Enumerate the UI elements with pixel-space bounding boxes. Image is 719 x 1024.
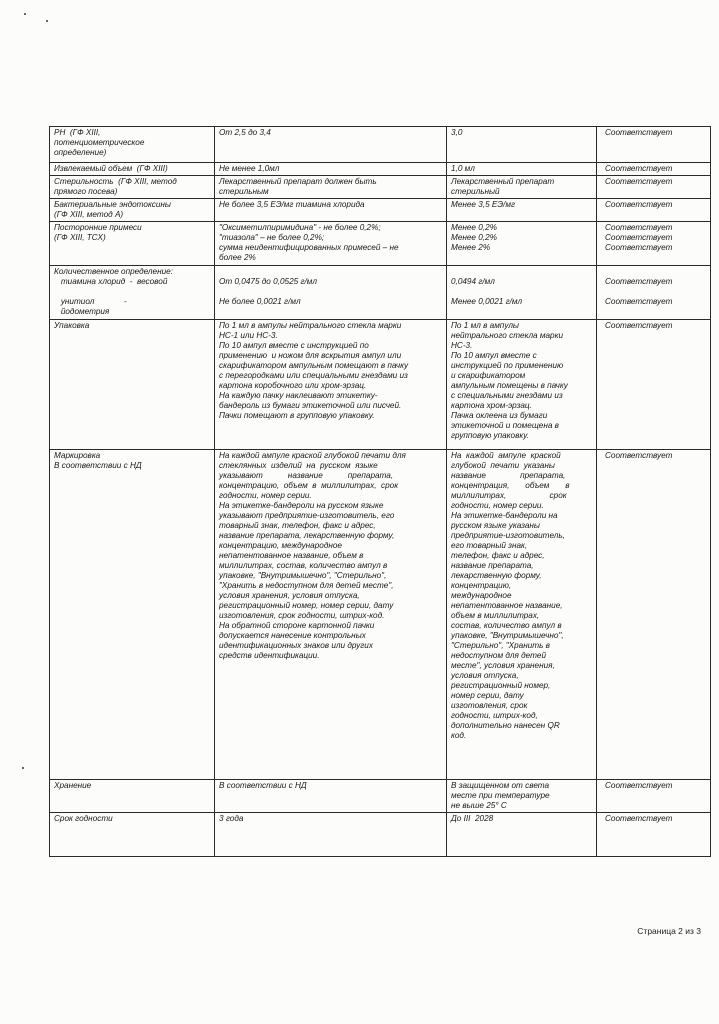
result-text: На каждой ампуле краской: [451, 451, 561, 460]
param-text: В соответствии с НД: [54, 461, 142, 470]
result-text: название препарата,: [451, 561, 534, 570]
result-text: Лекарственный препарат: [451, 177, 555, 186]
status-cell: [597, 266, 711, 320]
status-text: Соответствует: [605, 223, 673, 232]
param-text: Срок годности: [54, 814, 113, 823]
norm-text: Пачки помещают в групповую упаковку.: [219, 411, 375, 420]
result-cell: [447, 320, 597, 450]
norm-text: товарный знак, телефон, факс и адрес,: [219, 521, 376, 530]
norm-cell: [215, 320, 447, 450]
norm-text: НС-1 или НС-3.: [219, 331, 278, 340]
result-text: недоступном для детей: [451, 651, 547, 660]
result-text: название препарата,: [451, 471, 566, 480]
result-text: групповую упаковку.: [451, 431, 530, 440]
norm-text: бандероль из бумаги этикеточной или писчей.: [219, 401, 402, 410]
result-text: предприятие-изготовитель,: [451, 531, 565, 540]
norm-text: условия хранения, условия отпуска,: [219, 591, 360, 600]
norm-cell: [215, 450, 447, 780]
norm-text: 3 года: [219, 814, 244, 823]
norm-text: По 10 ампул вместе с инструкцией по: [219, 341, 369, 350]
result-cell: [447, 127, 597, 163]
result-cell: [447, 780, 597, 813]
table-row: [50, 222, 711, 266]
norm-cell: [215, 163, 447, 176]
param-cell: [50, 320, 215, 450]
norm-text: концентрацию, международное: [219, 541, 342, 550]
norm-text: Не менее 1,0мл: [219, 164, 280, 173]
scan-speck: [24, 13, 26, 15]
norm-text: На обратной стороне картонной пачки: [219, 621, 375, 630]
status-cell: [597, 450, 711, 780]
result-text: не выше 25° С: [451, 801, 507, 810]
result-cell: [447, 222, 597, 266]
result-text: нейтрального стекла марки: [451, 331, 564, 340]
result-text: ампульным помещены в пачку: [451, 381, 568, 390]
result-text: По 1 мл в ампулы: [451, 321, 519, 330]
result-text: его товарный знак,: [451, 541, 528, 550]
result-text: состав, количество ампул в: [451, 621, 562, 630]
norm-cell: [215, 813, 447, 857]
norm-cell: [215, 127, 447, 163]
norm-text: По 1 мл в ампулы нейтрального стекла марки: [219, 321, 402, 330]
norm-text: упаковке, "Внутримышечно", "Стерильно",: [219, 571, 387, 580]
result-text: месте при температуре: [451, 791, 550, 800]
result-text: концентрация, объем в: [451, 481, 570, 490]
table-row: [50, 266, 711, 320]
norm-text: Не более 3,5 ЕЭ/мг тиамина хлорида: [219, 200, 365, 209]
table-row: [50, 199, 711, 222]
table-row: [50, 780, 711, 813]
param-cell: [50, 127, 215, 163]
norm-text: указывают предприятие-изготовитель, его: [219, 511, 395, 520]
status-text: [601, 287, 707, 297]
norm-text: название препарата, лекарственную форму,: [219, 531, 395, 540]
result-text: с специальными гнездами из: [451, 391, 563, 400]
table-row: [50, 813, 711, 857]
status-cell: [597, 222, 711, 266]
result-text: годности, штрих-код,: [451, 711, 538, 720]
result-text: 1,0 мл: [451, 164, 475, 173]
result-text: телефон, факс и адрес,: [451, 551, 545, 560]
norm-text: "тиазола" – не более 0,2%;: [219, 233, 325, 242]
param-text: Стерильность (ГФ XIII, метод: [54, 177, 177, 186]
result-text: По 10 ампул вместе с: [451, 351, 537, 360]
result-text: упаковке, "Внутримышечно",: [451, 631, 564, 640]
result-text: номер серии, дату: [451, 691, 524, 700]
status-cell: [597, 199, 711, 222]
norm-text: более 2%: [219, 253, 256, 262]
result-text: Менее 2%: [451, 243, 491, 252]
param-cell: [50, 266, 215, 320]
param-text: Посторонние примеси: [54, 223, 142, 232]
specification-table: [49, 126, 711, 857]
result-text: стерильный: [451, 187, 500, 196]
norm-text: От 0,0475 до 0,0525 г/мл: [219, 277, 317, 286]
result-text: На этикетке-бандероли на: [451, 511, 558, 520]
scan-speck: [22, 767, 24, 769]
norm-text: регистрационный номер, номер серии, дату: [219, 601, 394, 610]
result-text: [451, 267, 593, 277]
status-text: Соответствует: [605, 277, 673, 286]
result-text: Менее 0,2%: [451, 233, 497, 242]
result-text: дополнительно нанесен QR: [451, 721, 560, 730]
param-cell: [50, 176, 215, 199]
norm-text: "Хранить в недоступном для детей месте",: [219, 581, 394, 590]
status-text: Соответствует: [605, 243, 673, 252]
result-cell: [447, 199, 597, 222]
norm-cell: [215, 199, 447, 222]
norm-text: изготовления, срок годности, штрих-код.: [219, 611, 385, 620]
result-text: глубокой печати указаны: [451, 461, 555, 470]
param-text: тиамина хлорид - весовой: [54, 277, 168, 286]
norm-text: [219, 267, 443, 277]
status-text: Соответствует: [605, 297, 673, 306]
result-text: Менее 0,2%: [451, 223, 497, 232]
result-text: [451, 287, 593, 297]
result-text: миллилитрах, срок: [451, 491, 567, 500]
param-text: Количественное определение:: [54, 267, 173, 276]
norm-cell: [215, 176, 447, 199]
scan-speck: [46, 20, 48, 22]
norm-text: В соответствии с НД: [219, 781, 307, 790]
table-row: [50, 450, 711, 780]
result-text: непатентованное название,: [451, 601, 563, 610]
norm-text: с перегородками или специальными гнездами из: [219, 371, 408, 380]
table-row: [50, 127, 711, 163]
norm-text: применению и ножом для вскрытия ампул или: [219, 351, 402, 360]
norm-text: скарификатором ампульным помещают в пачку: [219, 361, 409, 370]
norm-text: На каждой ампуле краской глубокой печати для: [219, 451, 406, 460]
result-text: код.: [451, 731, 467, 740]
result-text: этикеточной и помещена в: [451, 421, 559, 430]
result-text: и скарификатором: [451, 371, 526, 380]
result-cell: [447, 176, 597, 199]
result-cell: [447, 450, 597, 780]
param-text: прямого посева): [54, 187, 118, 196]
norm-text: [219, 287, 443, 297]
result-text: лекарственную форму,: [451, 571, 542, 580]
norm-text: средств идентификации.: [219, 651, 320, 660]
norm-text: стерильным: [219, 187, 269, 196]
norm-text: Не более 0,0021 г/мл: [219, 297, 301, 306]
param-text: (ГФ XIII, ТСХ): [54, 233, 106, 242]
status-text: Соответствует: [605, 814, 673, 823]
norm-text: допускается нанесение контрольных: [219, 631, 366, 640]
status-cell: [597, 320, 711, 450]
norm-text: идентификационных знаков или других: [219, 641, 373, 650]
norm-text: миллилитрах, состав, количество ампул в: [219, 561, 388, 570]
norm-text: От 2,5 до 3,4: [219, 128, 271, 137]
param-cell: [50, 199, 215, 222]
param-cell: [50, 222, 215, 266]
norm-cell: [215, 222, 447, 266]
norm-text: концентрацию, объем в миллилитрах, срок: [219, 481, 399, 490]
table-row: [50, 176, 711, 199]
result-text: Менее 3,5 ЕЭ/мг: [451, 200, 515, 209]
param-text: [54, 287, 211, 297]
norm-cell: [215, 266, 447, 320]
status-text: Соответствует: [605, 781, 673, 790]
param-text: (ГФ XIII, метод А): [54, 210, 124, 219]
status-text: Соответствует: [605, 321, 673, 330]
param-cell: [50, 163, 215, 176]
norm-text: непатентованное название, объем в: [219, 551, 364, 560]
status-text: Соответствует: [605, 200, 673, 209]
result-text: концентрацию,: [451, 581, 512, 590]
status-text: Соответствует: [605, 164, 673, 173]
norm-text: годности, номер серии.: [219, 491, 312, 500]
status-text: Соответствует: [605, 177, 673, 186]
status-text: Соответствует: [605, 451, 673, 460]
result-text: условия отпуска,: [451, 671, 519, 680]
norm-text: На каждую пачку наклеивают этикетку-: [219, 391, 378, 400]
result-text: 0,0494 г/мл: [451, 277, 495, 286]
result-text: месте", условия хранения,: [451, 661, 555, 670]
status-text: [601, 267, 707, 277]
param-text: определение): [54, 148, 107, 157]
norm-text: стеклянных изделий на русском языке: [219, 461, 378, 470]
result-text: изготовления, срок: [451, 701, 528, 710]
param-text: потенциометрическое: [54, 138, 145, 147]
norm-text: На этикетке-бандероли на русском языке: [219, 501, 384, 510]
result-text: До III 2028: [451, 814, 494, 823]
result-text: русском языке указаны: [451, 521, 540, 530]
param-text: Упаковка: [54, 321, 90, 330]
result-text: 3,0: [451, 128, 463, 137]
result-text: регистрационный номер,: [451, 681, 551, 690]
result-text: инструкцией по применению: [451, 361, 564, 370]
result-text: картона хром-эрзац.: [451, 401, 532, 410]
norm-text: "Оксиметилпиримидина" - не более 0,2%;: [219, 223, 381, 232]
norm-text: указывают название препарата,: [219, 471, 394, 480]
norm-cell: [215, 780, 447, 813]
result-text: В защищенном от света: [451, 781, 550, 790]
page-number: Страница 2 из 3: [637, 926, 701, 936]
param-cell: [50, 450, 215, 780]
param-cell: [50, 813, 215, 857]
status-cell: [597, 163, 711, 176]
param-text: Извлекаемый объем (ГФ XIII): [54, 164, 168, 173]
status-text: Соответствует: [605, 233, 673, 242]
param-text: Маркировка: [54, 451, 101, 460]
param-text: РН (ГФ XIII,: [54, 128, 101, 137]
status-cell: [597, 127, 711, 163]
status-cell: [597, 813, 711, 857]
result-cell: [447, 266, 597, 320]
status-cell: [597, 780, 711, 813]
status-text: Соответствует: [605, 128, 673, 137]
norm-text: картона коробочного или хром-эрзац.: [219, 381, 367, 390]
param-cell: [50, 780, 215, 813]
result-cell: [447, 813, 597, 857]
result-text: годности, номер серии.: [451, 501, 544, 510]
norm-text: Лекарственный препарат должен быть: [219, 177, 377, 186]
norm-text: сумма неидентифицированных примесей – не: [219, 243, 399, 252]
status-cell: [597, 176, 711, 199]
table-row: [50, 320, 711, 450]
result-text: Пачка оклеена из бумаги: [451, 411, 548, 420]
result-text: международное: [451, 591, 512, 600]
result-text: Менее 0,0021 г/мл: [451, 297, 523, 306]
param-text: Бактериальные эндотоксины: [54, 200, 171, 209]
param-text: йодометрия: [54, 307, 110, 316]
param-text: унитиол -: [54, 297, 127, 306]
result-text: НС-3.: [451, 341, 473, 350]
result-text: объем в миллилитрах,: [451, 611, 540, 620]
param-text: Хранение: [54, 781, 92, 790]
result-text: "Стерильно", "Хранить в: [451, 641, 550, 650]
result-cell: [447, 163, 597, 176]
table-row: [50, 163, 711, 176]
